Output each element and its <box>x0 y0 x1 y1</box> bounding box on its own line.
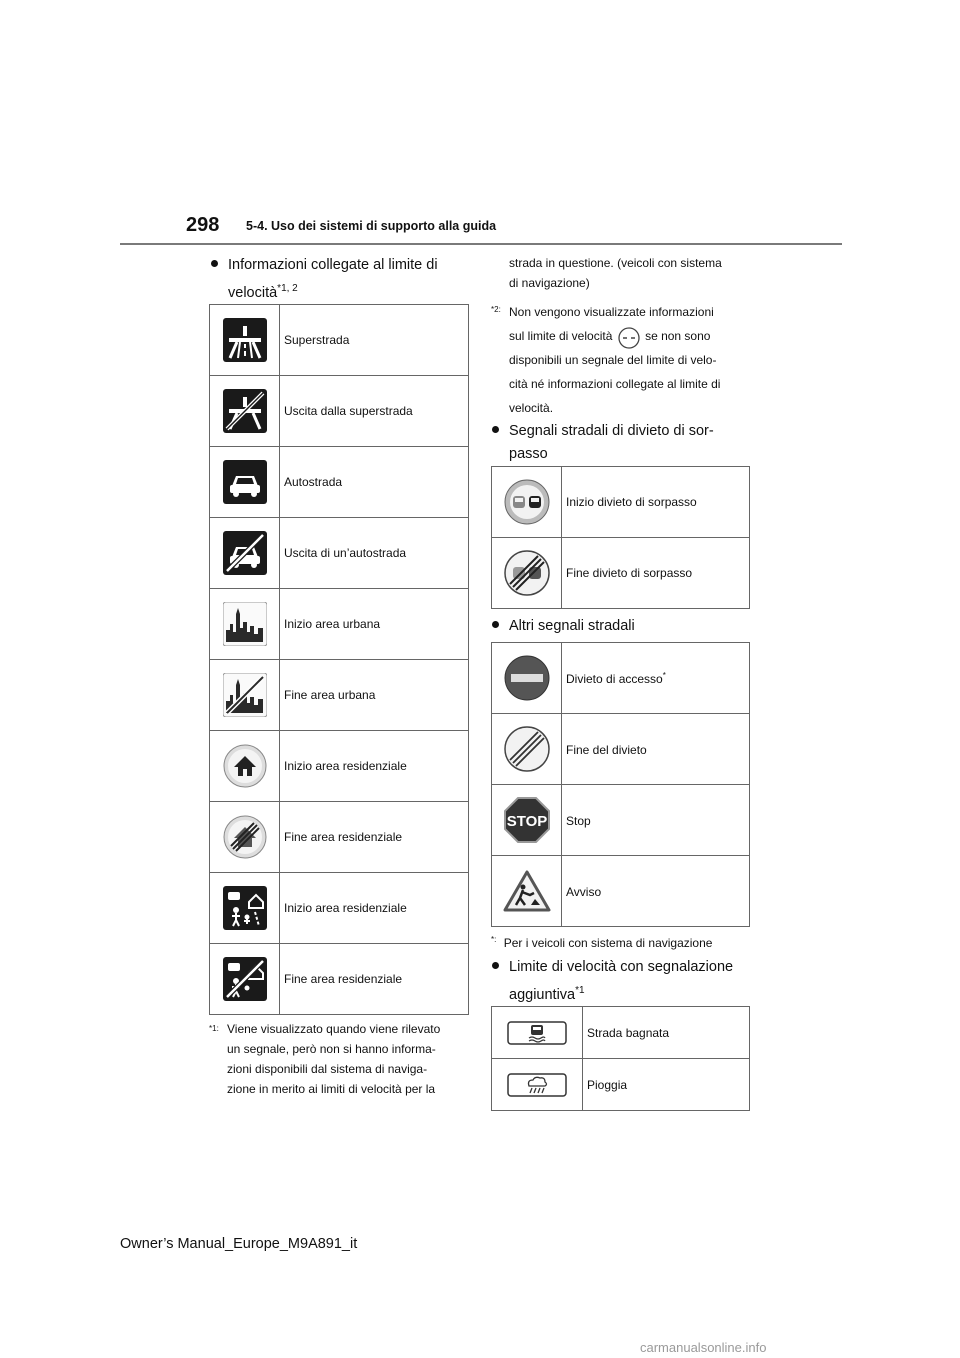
footnote-1: $^{*1:}$ Viene visualizzato quando viene rilevato un segnale, però non si hanno informa- zioni disponibili dal sistema di naviga- zione in merito ai limiti di velocità per la <box>209 1022 441 1096</box>
footnote-2: $^{*2:}$ Non vengono visualizzate informazioni sul limite di velocità se non sono disponibili un segnale del limite di velo- cità né informazioni collegate al limite di velocità. <box>491 305 721 415</box>
header-divider <box>120 243 842 245</box>
sign-label: Inizio area urbana <box>280 589 469 660</box>
watermark: carmanualsonline.info <box>640 1340 767 1355</box>
other-signs-table <box>491 642 750 927</box>
house-icon <box>223 744 267 788</box>
sign-label: Stop <box>562 785 750 856</box>
sign-label: Superstrada <box>280 305 469 376</box>
motorway-icon <box>223 318 267 362</box>
city-skyline-end-icon <box>223 673 267 717</box>
speed-info-table <box>209 304 469 1015</box>
sign-label: Inizio divieto di sorpasso <box>562 467 750 538</box>
wet-road-icon <box>507 1021 567 1045</box>
speed-limit-unknown-icon <box>616 327 642 347</box>
table-row <box>492 643 750 714</box>
speed-info-heading: Informazioni collegate al limite di velocità$^{*1, 2}$ <box>211 254 438 305</box>
sign-label: Avviso <box>562 856 750 927</box>
end-restriction-icon <box>504 726 550 772</box>
svg-text:STOP: STOP <box>506 813 547 830</box>
table-row <box>492 785 750 856</box>
sign-label: Pioggia <box>583 1059 750 1111</box>
footnote-star: *: Per i veicoli con sistema di navigazione <box>491 935 713 950</box>
footer-text: Owner’s Manual_Europe_M9A891_it <box>120 1236 358 1252</box>
sign-label: Uscita dalla superstrada <box>280 376 469 447</box>
sign-label: Strada bagnata <box>583 1007 750 1059</box>
bullet-icon <box>492 962 499 969</box>
sign-label: Fine area urbana <box>280 660 469 731</box>
table-row <box>492 1007 750 1059</box>
residential-end-icon <box>223 815 267 859</box>
motorway-end-icon <box>223 389 267 433</box>
section-title: 5-4. Uso dei sistemi di supporto alla guida <box>246 219 497 233</box>
no-overtaking-icon <box>504 479 550 525</box>
table-row <box>210 305 469 376</box>
sign-label: Fine del divieto <box>562 714 750 785</box>
table-row <box>210 447 469 518</box>
car-road-icon <box>223 460 267 504</box>
table-row <box>210 376 469 447</box>
sign-label: Fine divieto di sorpasso <box>562 538 750 609</box>
footnote-marker: *1: <box>209 1024 219 1033</box>
table-row <box>210 518 469 589</box>
table-row <box>210 944 469 1015</box>
bullet-icon <box>492 621 499 628</box>
table-row <box>210 660 469 731</box>
city-skyline-icon <box>223 602 267 646</box>
additional-signs-heading: Limite di velocità con segnalazione aggiuntiva$^{*1}$ <box>492 956 733 1007</box>
footnote-1-continued: strada in questione. (veicoli con sistema di navigazione) <box>509 256 722 290</box>
stop-sign-icon <box>503 796 551 844</box>
table-row <box>492 538 750 609</box>
additional-signs-table <box>491 1006 750 1111</box>
no-entry-icon <box>504 655 550 701</box>
table-row <box>210 731 469 802</box>
other-signs-heading: Altri segnali stradali <box>492 615 635 638</box>
sign-label: Autostrada <box>280 447 469 518</box>
no-overtaking-end-icon <box>504 550 550 596</box>
sign-label: Inizio area residenziale <box>280 731 469 802</box>
bullet-icon <box>492 426 499 433</box>
table-row <box>492 856 750 927</box>
sign-label: Divieto di accesso* <box>562 643 750 714</box>
table-row <box>492 1059 750 1111</box>
play-street-end-icon <box>223 957 267 1001</box>
play-street-icon <box>223 886 267 930</box>
sign-label: Inizio area residenziale <box>280 873 469 944</box>
sign-label: Uscita di un’autostrada <box>280 518 469 589</box>
sign-label: Fine area residenziale <box>280 802 469 873</box>
table-row <box>210 873 469 944</box>
bullet-icon <box>211 260 218 267</box>
table-row <box>210 802 469 873</box>
car-road-end-icon <box>223 531 267 575</box>
sign-label: Fine area residenziale <box>280 944 469 1015</box>
rain-icon <box>507 1073 567 1097</box>
roadworks-icon <box>503 869 551 913</box>
page-number: 298 <box>186 214 220 236</box>
overtaking-heading: Segnali stradali di divieto di sor- passo <box>492 420 714 466</box>
table-row <box>210 589 469 660</box>
overtaking-table <box>491 466 750 609</box>
table-row <box>492 467 750 538</box>
table-row <box>492 714 750 785</box>
